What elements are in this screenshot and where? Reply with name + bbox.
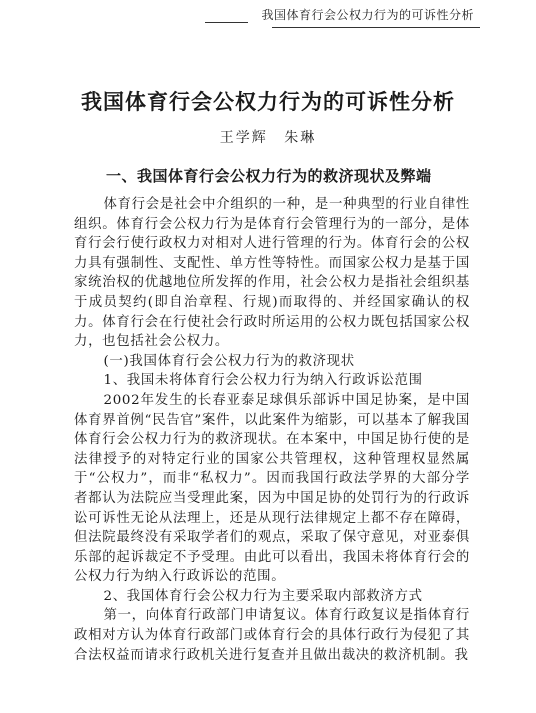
paragraph: 2002年发生的长春亚泰足球俱乐部诉中国足协案，是中国体育界首例“民告官”案件，以此案件为缩影，可以基本了解我国体育行会公权力行为的救济现状。在本案中，中国足协行使的是法律授予的对特定行业的国家公共管理权，这种管理权显然属于“公权力”，而非“私权力”。因而我国行政法学界的大部分学者都认为法院应当受理此案，因为中国足协的处罚行为的行政诉讼可诉性无论从法理上，还是从现行法律规定上都不存在障碍，但法院最终没有采取学者们的观点，采取了保守意见，对亚泰俱乐部的起诉裁定不予受理。由此可以看出，我国未将体育行会的公权力行为纳入行政诉讼的范围。 bbox=[74, 392, 470, 585]
subheading: (一)我国体育行会公权力行为的救济现状 bbox=[103, 353, 355, 369]
running-head: 我国体育行会公权力行为的可诉性分析 bbox=[261, 8, 474, 22]
subheading: 2、我国体育行会公权力行为主要采取内部救济方式 bbox=[103, 588, 423, 604]
subheading: 1、我国未将体育行会公权力行为纳入行政诉讼范围 bbox=[103, 373, 423, 389]
paragraph: 第一，向体育行政部门申请复议。体育行政复议是指体育行政相对方认为体育行政部门或体育行会的具体行政行为侵犯了其合法权益而请求行政机关进行复查并且做出裁决的救济机制。我 bbox=[74, 608, 470, 663]
section-heading: 一、我国体育行会公权力行为的救济现状及弊端 bbox=[106, 167, 432, 185]
header-rule-long bbox=[272, 27, 480, 28]
article-title: 我国体育行会公权力行为的可诉性分析 bbox=[81, 89, 455, 114]
article-body bbox=[74, 195, 470, 665]
article-authors: 王学辉 朱琳 bbox=[219, 130, 317, 146]
header-rule-short bbox=[205, 22, 248, 23]
paragraph: 体育行会是社会中介组织的一种，是一种典型的行业自律性组织。体育行会公权力行为是体育行会管理行为的一部分，是体育行会行使行政权力对相对人进行管理的行为。体育行会的公权力具有强制性、支配性、单方性等特性。而国家公权力是基于国家统治权的优越地位所发挥的作用，社会公权力是指社会组织基于成员契约(即自治章程、行规)而取得的、并经国家确认的权力。体育行会在行使社会行政时所运用的公权力既包括国家公权力，也包括社会公权力。 bbox=[74, 197, 470, 350]
